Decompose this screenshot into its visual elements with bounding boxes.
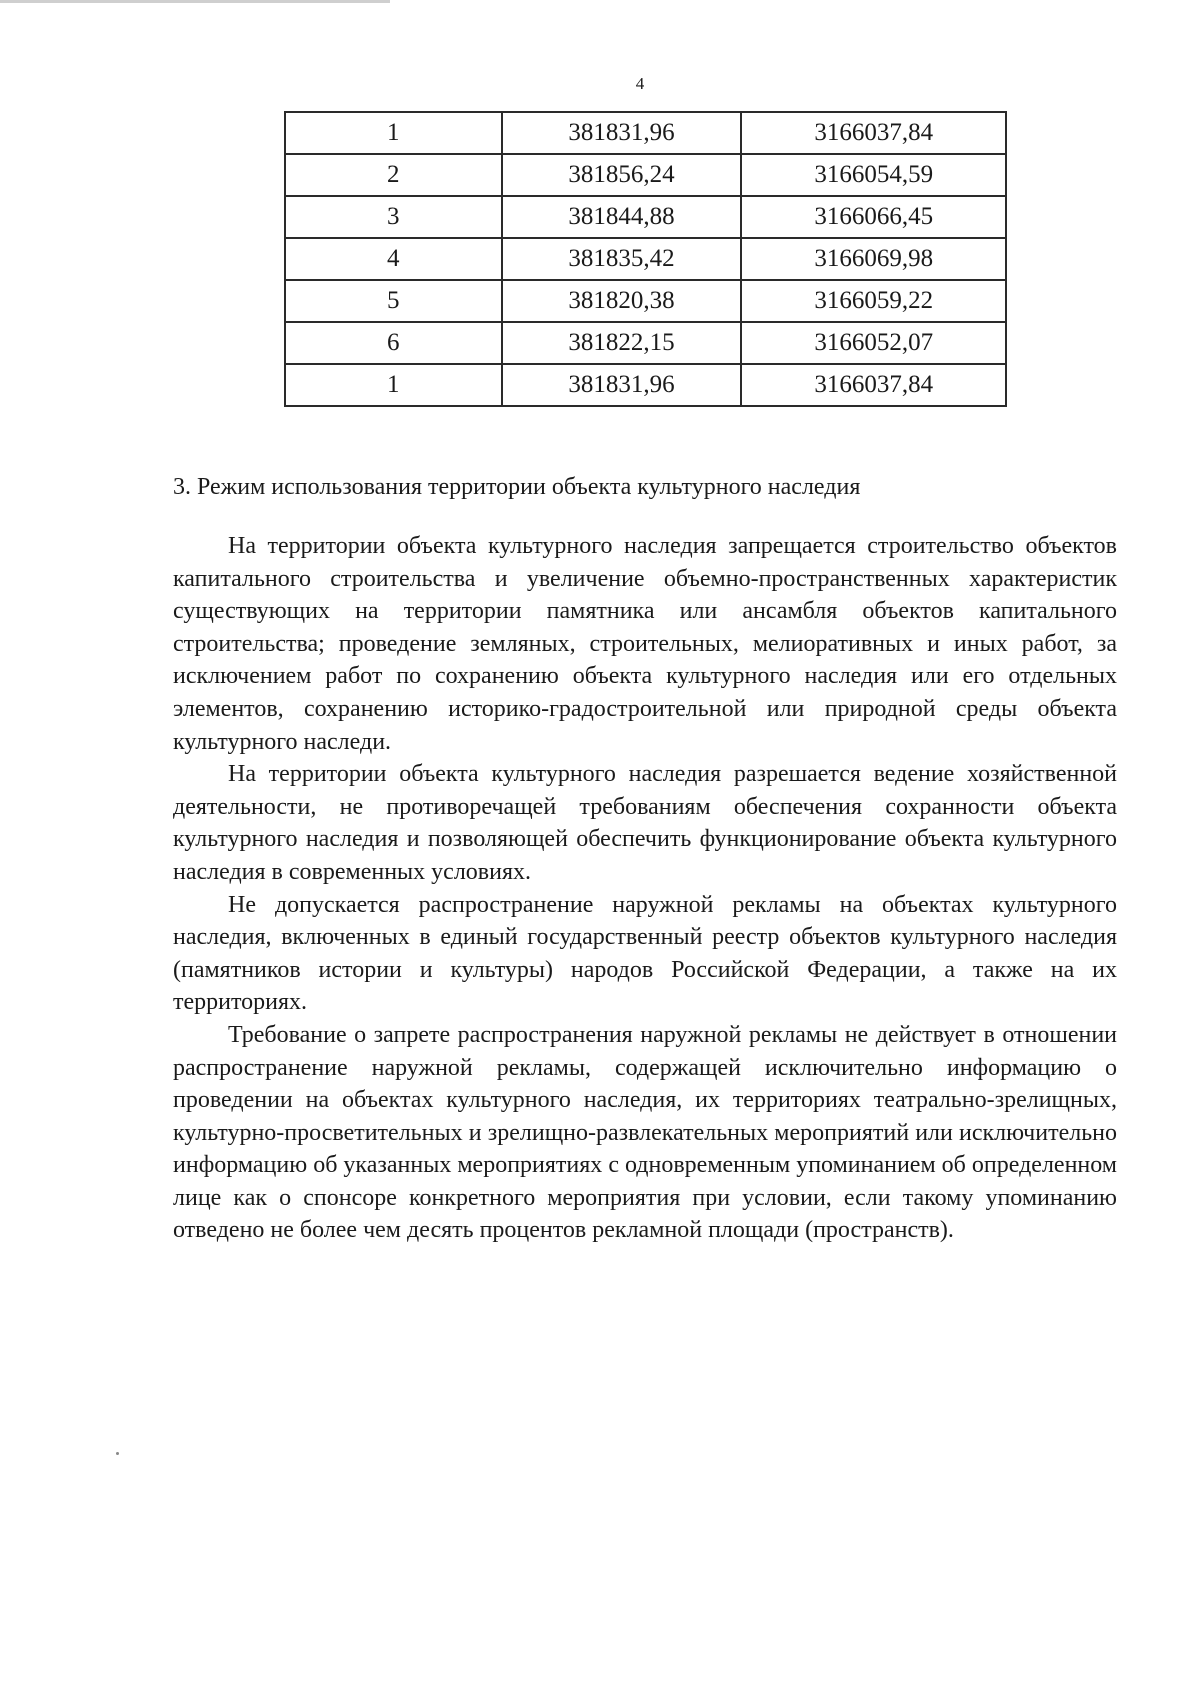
- table-row: [285, 112, 1006, 154]
- x-coordinate-cell: 381831,96: [502, 364, 742, 406]
- coordinates-table: [284, 111, 1007, 407]
- x-coordinate-cell: 381820,38: [502, 280, 742, 322]
- coordinates-table-body: [285, 112, 1006, 406]
- point-number-cell: 6: [285, 322, 502, 364]
- y-coordinate-cell: 3166037,84: [741, 364, 1006, 406]
- table-row: [285, 322, 1006, 364]
- y-coordinate-cell: 3166069,98: [741, 238, 1006, 280]
- scan-edge-mark: [0, 0, 390, 3]
- y-coordinate-cell: 3166059,22: [741, 280, 1006, 322]
- point-number-cell: 5: [285, 280, 502, 322]
- section-body: [173, 530, 1117, 1247]
- paragraph-permitted-activity: На территории объекта культурного наследия разрешается ведение хозяйственной деятельности, не противоречащей требованиям обеспечения сохранности объекта культурного наследия и позволяющей обеспечить функционирование объекта культурного наследия в современных условиях.: [173, 761, 1117, 885]
- table-row: [285, 154, 1006, 196]
- point-number-cell: 2: [285, 154, 502, 196]
- y-coordinate-cell: 3166066,45: [741, 196, 1006, 238]
- paragraph-advertising-ban: Не допускается распространение наружной рекламы на объектах культурного наследия, включенных в единый государственный реестр объектов культурного наследия (памятников истории и культуры) народов Российской Федерации, а также на их территориях.: [173, 891, 1117, 1016]
- y-coordinate-cell: 3166052,07: [741, 322, 1006, 364]
- page-number: 4: [635, 74, 645, 93]
- scan-speck: [116, 1452, 119, 1455]
- paragraph-prohibition: На территории объекта культурного наследия запрещается строительство объектов капитального строительства и увеличение объемно-пространственных характеристик существующих на территории памятника или ансамбля объектов капитального строительства; проведение земляных, строительных, мелиоративных и иных работ, за исключением работ по сохранению объекта культурного наследия или его отдельных элементов, сохранению историко-градостроительной или природной среды объекта культурного наследи.: [173, 533, 1117, 755]
- point-number-cell: 1: [285, 364, 502, 406]
- x-coordinate-cell: 381856,24: [502, 154, 742, 196]
- table-row: [285, 238, 1006, 280]
- y-coordinate-cell: 3166054,59: [741, 154, 1006, 196]
- x-coordinate-cell: 381835,42: [502, 238, 742, 280]
- section-title: 3. Режим использования территории объекта культурного наследия: [173, 474, 861, 500]
- table-row: [285, 364, 1006, 406]
- y-coordinate-cell: 3166037,84: [741, 112, 1006, 154]
- point-number-cell: 3: [285, 196, 502, 238]
- x-coordinate-cell: 381831,96: [502, 112, 742, 154]
- point-number-cell: 4: [285, 238, 502, 280]
- x-coordinate-cell: 381844,88: [502, 196, 742, 238]
- table-row: [285, 280, 1006, 322]
- table-row: [285, 196, 1006, 238]
- paragraph-advertising-exception: Требование о запрете распространения наружной рекламы не действует в отношении распространение наружной рекламы, содержащей исключительно информацию о проведении на объектах культурного наследия, их территориях театрально-зрелищных, культурно-просветительных и зрелищно-развлекательных мероприятий или исключительно информацию об указанных мероприятиях с одновременным упоминанием об определенном лице как о спонсоре конкретного мероприятия при условии, если такому упоминанию отведено не более чем десять процентов рекламной площади (пространств).: [173, 1021, 1117, 1244]
- x-coordinate-cell: 381822,15: [502, 322, 742, 364]
- point-number-cell: 1: [285, 112, 502, 154]
